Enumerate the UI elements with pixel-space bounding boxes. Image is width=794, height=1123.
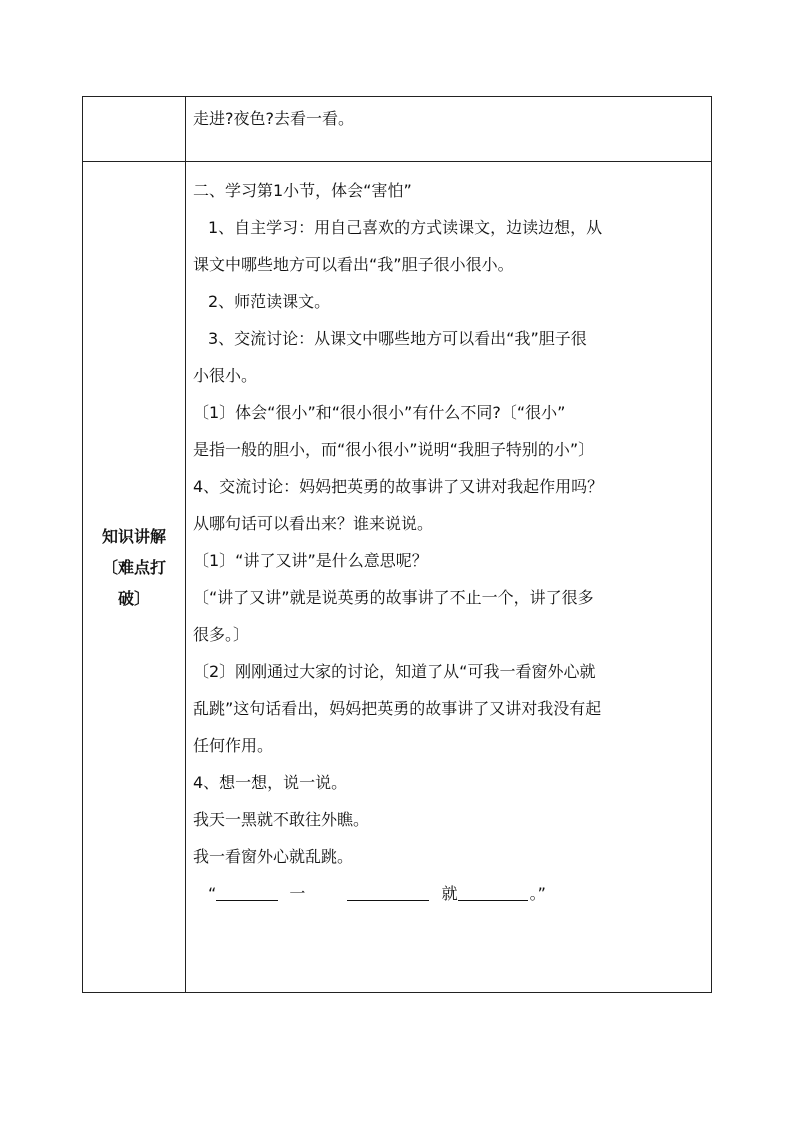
content-line: 小很小。 <box>193 366 258 385</box>
lesson-table <box>82 96 712 993</box>
close-quote: 。” <box>529 884 546 903</box>
content-line: 是指一般的胆小，而“很小很小”说明“我胆子特别的小”〕 <box>193 440 595 459</box>
content-line: 很多。〕 <box>193 625 250 644</box>
section-content <box>193 175 705 915</box>
content-line: 课文中哪些地方可以看出“我”胆子很小很小。 <box>193 255 514 274</box>
word-jiu: 就 <box>441 884 458 903</box>
content-line: 〔2〕刚刚通过大家的讨论，知道了从“可我一看窗外心就 <box>193 662 596 681</box>
section-label-line-3: 破〕 <box>117 589 150 608</box>
row1-content: 走进?夜色?去看一看。 <box>193 109 354 128</box>
content-line: 3、交流讨论：从课文中哪些地方可以看出“我”胆子很 <box>208 329 587 348</box>
blank-3 <box>458 882 528 901</box>
open-quote: “ <box>208 884 217 903</box>
content-line: 2、师范读课文。 <box>208 292 331 311</box>
fill-in-blank-sentence <box>193 878 705 915</box>
section-label-line-2: 〔难点打 <box>101 558 166 577</box>
row-divider <box>83 161 711 162</box>
blank-1 <box>216 882 278 901</box>
content-line: 我天一黑就不敢往外瞧。 <box>193 810 370 829</box>
content-line: 1、自主学习：用自己喜欢的方式读课文，边读边想，从 <box>208 218 603 237</box>
content-line: 二、学习第1小节，体会“害怕” <box>193 181 412 200</box>
content-line: 〔“讲了又讲”就是说英勇的故事讲了不止一个，讲了很多 <box>193 588 594 607</box>
content-line: 4、想一想，说一说。 <box>193 773 348 792</box>
content-line: 〔1〕“讲了又讲”是什么意思呢？ <box>193 551 428 570</box>
content-line: 乱跳”这句话看出，妈妈把英勇的故事讲了又讲对我没有起 <box>193 699 602 718</box>
content-line: 4、交流讨论：妈妈把英勇的故事讲了又讲对我起作用吗？ <box>193 477 604 496</box>
section-label <box>83 521 185 614</box>
word-yi: 一 <box>289 884 306 903</box>
content-line: 〔1〕体会“很小”和“很小很小”有什么不同?〔“很小” <box>193 403 566 422</box>
content-line: 从哪句话可以看出来？谁来说说。 <box>193 514 434 533</box>
section-label-line-1: 知识讲解 <box>101 527 166 546</box>
content-line: 任何作用。 <box>193 736 274 755</box>
blank-2 <box>347 882 429 901</box>
content-line: 我一看窗外心就乱跳。 <box>193 847 354 866</box>
column-divider <box>185 97 186 992</box>
